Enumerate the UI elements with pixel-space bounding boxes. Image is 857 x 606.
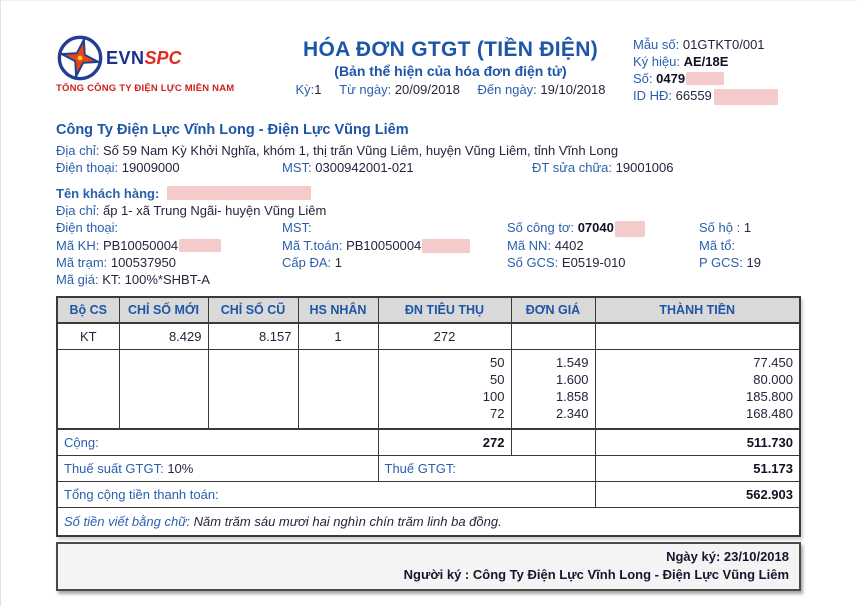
tier-amount-cell <box>595 350 800 430</box>
amount-in-words-label: Số tiền viết bằng chữ: <box>64 514 191 529</box>
voltage-level <box>282 254 507 271</box>
customer-row-codes2 <box>56 254 801 271</box>
vat-rate-label: Thuế suất GTGT: <box>64 461 164 476</box>
invoice-id-value: 66559 <box>675 88 712 103</box>
industry-code-label: Mã NN: <box>507 238 552 253</box>
company-repair-phone <box>532 159 801 176</box>
invoice-title-block <box>268 34 633 99</box>
voltage-level-label: Cấp ĐA: <box>282 255 332 270</box>
customer-mst-label: MST: <box>282 220 312 235</box>
invoice-title: HÓA ĐƠN GTGT (TIỀN ĐIỆN) <box>303 38 598 61</box>
vat-amount-label: Thuế GTGT: <box>384 461 457 476</box>
period-to-label: Đến ngày: <box>477 82 537 97</box>
col-header-don-gia: ĐƠN GIÁ <box>511 297 595 323</box>
serial-value: AE/18E <box>683 54 729 69</box>
station-code <box>56 254 282 271</box>
table-header-row <box>57 297 800 323</box>
invoice-number-label: Số: <box>633 71 653 86</box>
price-code-label: Mã giá: <box>56 272 99 287</box>
tier-amount: 80.000 <box>753 372 793 387</box>
reading-thanh-tien-empty <box>595 323 800 350</box>
tier-qty-cell <box>378 350 511 430</box>
reading-dn-tieu-thu: 272 <box>378 323 511 350</box>
invoice-number-value: 0479 <box>656 71 686 86</box>
meter-number-label: Số công tơ: <box>507 220 575 235</box>
col-header-chi-so-moi: CHỈ SỐ MỚI <box>119 297 208 323</box>
company-address-label: Địa chỉ: <box>56 143 100 158</box>
vat-amount-value: 51.173 <box>595 456 800 482</box>
company-name: Công Ty Điện Lực Vĩnh Long - Điện Lực Vũng Liêm <box>56 122 409 138</box>
col-header-bo-cs: Bộ CS <box>57 297 119 323</box>
amount-in-words-row <box>57 508 800 537</box>
gcs-book-value: E0519-010 <box>561 255 626 270</box>
signature-date-value: 23/10/2018 <box>723 549 789 564</box>
gcs-session-value: 19 <box>746 255 761 270</box>
logo-caption: TỔNG CÔNG TY ĐIỆN LỰC MIỀN NAM <box>56 83 235 94</box>
vat-row <box>57 456 800 482</box>
signature-signer-label: Người ký : <box>403 567 470 582</box>
tier-empty-4 <box>298 350 378 430</box>
meter-number-value: 07040 <box>577 220 614 235</box>
amount-in-words-value: Năm trăm sáu mươi hai nghìn chín trăm linh ba đồng. <box>193 514 502 529</box>
customer-address-label: Địa chỉ: <box>56 203 100 218</box>
tier-price-cell <box>511 350 595 430</box>
household-count <box>699 219 801 237</box>
company-repair-value: 19001006 <box>615 160 674 175</box>
customer-row-phone <box>56 219 801 237</box>
household-count-label: Số hộ : <box>699 220 741 235</box>
company-phone <box>56 159 282 176</box>
period-from-label: Từ ngày: <box>339 82 392 97</box>
station-code-value: 100537950 <box>110 255 176 270</box>
customer-address-value: ấp 1- xã Trung Ngãi- huyện Vũng Liêm <box>102 203 327 218</box>
voltage-level-value: 1 <box>334 255 342 270</box>
tier-price: 1.600 <box>555 372 589 387</box>
payment-code-value: PB10050004 <box>346 238 422 253</box>
col-header-thanh-tien: THÀNH TIỀN <box>595 297 800 323</box>
group-code-label: Mã tổ: <box>699 238 736 253</box>
reading-hs-nhan: 1 <box>298 323 378 350</box>
tier-empty-2 <box>119 350 208 430</box>
grand-total-label: Tổng cộng tiền thanh toán: <box>64 487 219 502</box>
invoice-subtitle: (Bản thể hiện của hóa đơn điện tử) <box>334 63 567 79</box>
customer-phone <box>56 219 282 237</box>
industry-code-value: 4402 <box>554 238 584 253</box>
col-header-dn-tieu-thu: ĐN TIÊU THỤ <box>378 297 511 323</box>
company-address-line <box>56 142 801 159</box>
col-header-chi-so-cu: CHỈ SỐ CŨ <box>208 297 298 323</box>
signature-date-label: Ngày ký: <box>666 549 721 564</box>
group-code <box>699 237 801 254</box>
redaction-block <box>422 239 470 253</box>
logo-text-spc: SPC <box>144 47 182 68</box>
period-from-value: 20/09/2018 <box>394 82 460 97</box>
tier-amount: 77.450 <box>753 355 793 370</box>
signature-signer-value: Công Ty Điện Lực Vĩnh Long - Điện Lực Vũng Liêm <box>472 567 789 582</box>
serial-label: Ký hiệu: <box>633 54 680 69</box>
customer-name-label: Tên khách hàng: <box>56 186 160 201</box>
tier-price: 1.858 <box>555 389 589 404</box>
tier-price: 2.340 <box>555 406 589 421</box>
company-contacts-line <box>56 159 801 176</box>
price-code-value: KT: 100%*SHBT-A <box>102 272 210 287</box>
subtotal-label: Cộng: <box>64 435 99 450</box>
reading-chi-so-cu: 8.157 <box>208 323 298 350</box>
tier-amount: 168.480 <box>746 406 793 421</box>
signature-box <box>56 542 801 591</box>
customer-address-line <box>56 202 801 219</box>
subtotal-amount: 511.730 <box>595 429 800 456</box>
industry-code <box>507 237 699 254</box>
period-to-value: 19/10/2018 <box>540 82 606 97</box>
payment-code <box>282 237 507 254</box>
meta-invoice-id <box>633 87 801 105</box>
tier-qty: 72 <box>490 406 505 421</box>
gcs-book <box>507 254 699 271</box>
tier-price: 1.549 <box>555 355 589 370</box>
redaction-block <box>179 239 221 252</box>
customer-phone-label: Điện thoại: <box>56 220 119 235</box>
customer-code-value: PB10050004 <box>102 238 179 253</box>
tier-qty: 100 <box>482 389 505 404</box>
meter-number <box>507 219 699 237</box>
signature-date-line <box>68 548 789 566</box>
grand-total-value: 562.903 <box>595 482 800 508</box>
customer-section <box>56 185 801 288</box>
invoice-meta-block <box>633 34 801 105</box>
household-count-value: 1 <box>743 220 752 235</box>
form-number-value: 01GTKT0/001 <box>682 37 765 52</box>
period-ky-label: Kỳ: <box>295 82 315 97</box>
company-mst <box>282 159 532 176</box>
tier-amount: 185.800 <box>746 389 793 404</box>
customer-row-codes1 <box>56 237 801 254</box>
gcs-session-label: P GCS: <box>699 255 743 270</box>
customer-name-line <box>56 185 801 202</box>
reading-chi-so-moi: 8.429 <box>119 323 208 350</box>
redaction-block <box>167 186 311 200</box>
tier-qty: 50 <box>490 355 505 370</box>
company-mst-value: 0300942001-021 <box>315 160 414 175</box>
invoice-header <box>56 0 801 105</box>
redaction-block <box>686 72 724 85</box>
meta-form-number <box>633 36 801 53</box>
billing-period <box>268 81 633 99</box>
reading-don-gia-empty <box>511 323 595 350</box>
meter-reading-row <box>57 323 800 350</box>
payment-code-label: Mã T.toán: <box>282 238 343 253</box>
redaction-block <box>615 221 645 237</box>
tier-empty-3 <box>208 350 298 430</box>
tier-breakdown-row <box>57 350 800 430</box>
period-ky-value: 1 <box>314 82 322 97</box>
consumption-table <box>56 296 801 537</box>
subtotal-row <box>57 429 800 456</box>
meta-invoice-number <box>633 70 801 87</box>
consumption-table-wrap <box>56 296 801 537</box>
col-header-hs-nhan: HS NHÂN <box>298 297 378 323</box>
reading-bo-cs: KT <box>57 323 119 350</box>
gcs-book-label: Số GCS: <box>507 255 559 270</box>
evn-star-icon <box>56 34 104 82</box>
company-repair-label: ĐT sửa chữa: <box>532 160 613 175</box>
tier-qty: 50 <box>490 372 505 387</box>
redaction-block <box>714 89 778 105</box>
company-phone-value: 19009000 <box>121 160 180 175</box>
invoice-id-label: ID HĐ: <box>633 88 672 103</box>
customer-code-label: Mã KH: <box>56 238 100 253</box>
form-number-label: Mẫu số: <box>633 37 680 52</box>
grand-total-row <box>57 482 800 508</box>
evn-logo-block <box>56 34 268 94</box>
vat-rate-value: 10% <box>167 461 194 476</box>
customer-mst <box>282 219 507 237</box>
station-code-label: Mã trạm: <box>56 255 108 270</box>
subtotal-qty: 272 <box>378 429 511 456</box>
company-address-value: Số 59 Nam Kỳ Khởi Nghĩa, khóm 1, thị trấn Vũng Liêm, huyện Vũng Liêm, tỉnh Vĩnh Long <box>102 143 619 158</box>
signature-signer-line <box>68 566 789 584</box>
price-code-line <box>56 271 801 288</box>
company-phone-label: Điện thoại: <box>56 160 119 175</box>
customer-code <box>56 237 282 254</box>
gcs-session <box>699 254 801 271</box>
logo-text-evn: EVN <box>106 47 145 68</box>
company-section <box>56 121 801 176</box>
subtotal-gia-empty <box>511 429 595 456</box>
company-mst-label: MST: <box>282 160 312 175</box>
tier-empty-1 <box>57 350 119 430</box>
meta-serial <box>633 53 801 70</box>
